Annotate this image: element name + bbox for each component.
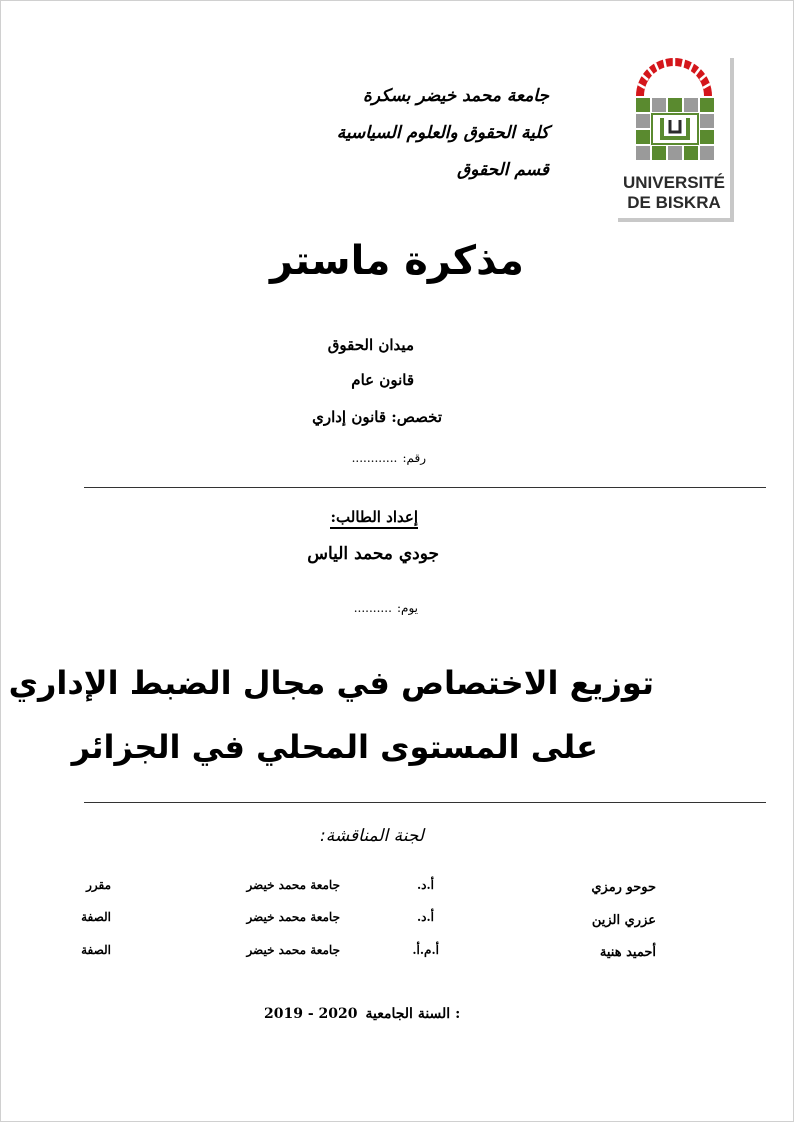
number-value: ............: [351, 451, 398, 465]
day-line: [354, 597, 418, 616]
field-branch: قانون عام: [351, 371, 414, 389]
member-rank: أ.د.: [416, 878, 434, 892]
member-university: جامعة محمد خيضر: [246, 878, 340, 892]
member-role: الصفة: [81, 943, 111, 957]
number-label: رقم:: [402, 451, 426, 465]
field-specialty: تخصص: قانون إداري: [312, 408, 442, 426]
academic-year-label: السنة الجامعية :: [365, 1006, 461, 1022]
committee-title: لجنة المناقشة:: [320, 826, 424, 846]
academic-year-value: 2019 - 2020: [264, 1006, 358, 1022]
divider-bottom: [84, 802, 766, 803]
member-university: جامعة محمد خيضر: [246, 910, 340, 924]
student-name: جودي محمد الياس: [307, 544, 439, 564]
faculty-name: كلية الحقوق والعلوم السياسية: [336, 123, 549, 143]
day-label: يوم:: [396, 601, 418, 615]
day-value: ..........: [353, 601, 392, 615]
university-logo: [614, 54, 734, 222]
member-rank: أ.د.: [416, 910, 434, 924]
logo-text-line2: DE BISKRA: [627, 193, 721, 212]
university-name: جامعة محمد خيضر بسكرة: [362, 86, 549, 106]
member-name: حوحو رمزي: [591, 880, 656, 895]
divider-top: [84, 487, 766, 488]
member-role: الصفة: [81, 910, 111, 924]
academic-year: [366, 1006, 461, 1022]
member-role: مقرر: [86, 878, 111, 892]
thesis-title-line1: توزيع الاختصاص في مجال الضبط الإداري: [8, 664, 654, 702]
member-name: عزري الزين: [591, 913, 656, 928]
field-domain: ميدان الحقوق: [327, 336, 414, 354]
logo-text-line1: UNIVERSITÉ: [622, 173, 726, 192]
member-name: أحميد هنية: [599, 945, 656, 960]
document-type: مذكرة ماستر: [270, 238, 524, 284]
department-name: قسم الحقوق: [457, 160, 549, 180]
thesis-title-line2: على المستوى المحلي في الجزائر: [71, 728, 598, 766]
number-line: [352, 447, 426, 466]
member-rank: أ.م.أ.: [412, 943, 439, 957]
student-label: إعداد الطالب:: [330, 508, 418, 529]
member-university: جامعة محمد خيضر: [246, 943, 340, 957]
